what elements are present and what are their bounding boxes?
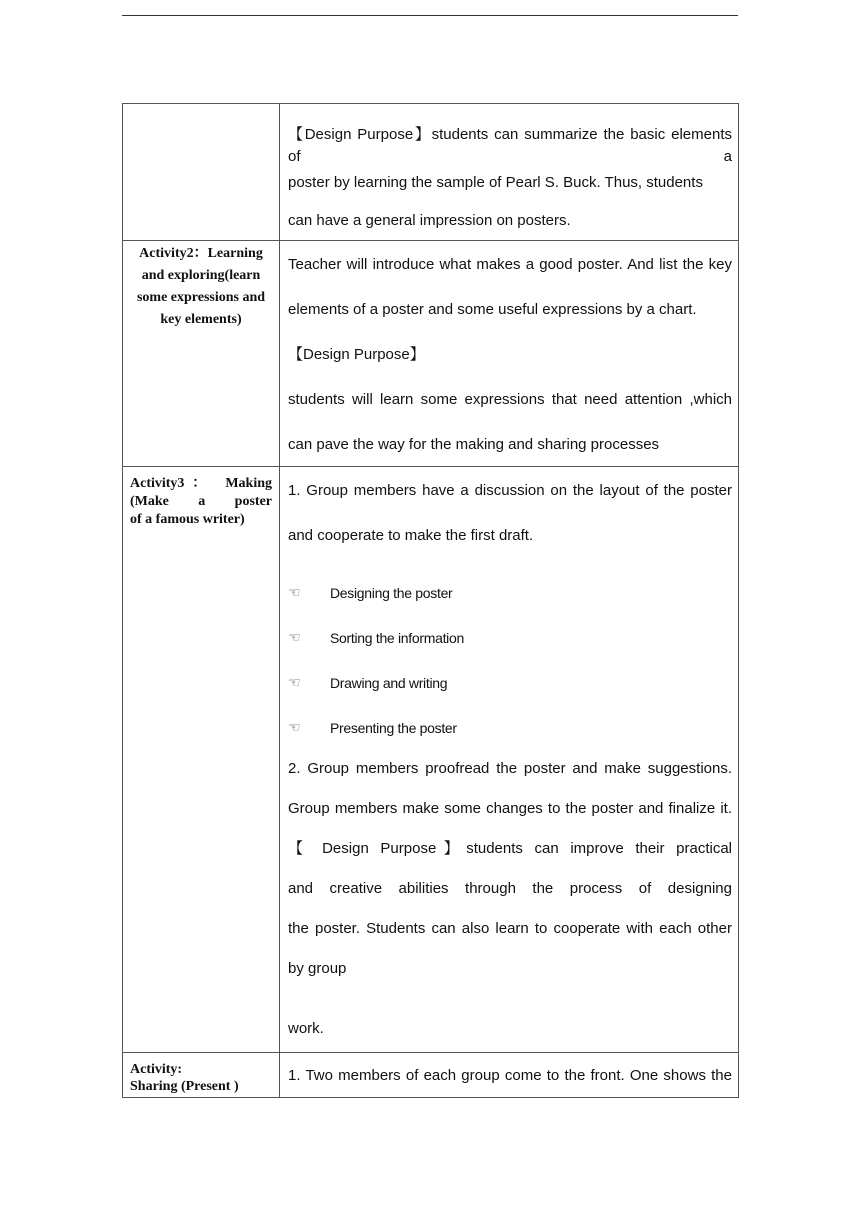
pointing-hand-icon: ☜ (288, 629, 301, 645)
activity-cell (123, 467, 280, 1053)
text-line: Teacher will introduce what makes a good poster. And list the key (288, 256, 732, 273)
design-purpose-label: 【Design Purpose】 (288, 346, 425, 363)
content-cell (280, 1053, 739, 1098)
text-line: students will learn some expressions that need attention ,which (288, 391, 732, 408)
text-line: work. (288, 1020, 324, 1037)
lesson-plan-table (122, 103, 739, 1098)
list-item (280, 615, 738, 660)
pointing-hand-icon: ☜ (288, 674, 301, 690)
design-purpose-text: 【 Design Purpose】students can improve their practical (288, 840, 732, 857)
content-cell (280, 104, 739, 241)
text-line: 1. Two members of each group come to the front. One shows the (288, 1067, 732, 1084)
bullet-text: Designing the poster (330, 584, 453, 601)
list-item (280, 660, 738, 705)
text-line: elements of a poster and some useful expressions by a chart. (288, 301, 697, 318)
pointing-hand-icon: ☜ (288, 719, 301, 735)
activity-title-line: (Make a poster (130, 494, 272, 509)
text-line: can pave the way for the making and sharing processes (288, 436, 660, 453)
activity-title-line: of a famous writer) (130, 512, 245, 527)
text-line: and creative abilities through the process of designing (288, 880, 732, 897)
text-line: the poster. Students can also learn to cooperate with each other (288, 920, 732, 937)
activity-cell (123, 104, 280, 241)
activity-cell (123, 1053, 280, 1098)
text-line: poster by learning the sample of Pearl S. Buck. Thus, students (288, 174, 703, 191)
text-line: and cooperate to make the first draft. (288, 527, 534, 544)
content-cell (280, 241, 739, 467)
table-row (123, 467, 739, 1053)
design-purpose-text: 【Design Purpose】students can summarize the basic elements of a (288, 126, 732, 165)
list-item (280, 570, 738, 615)
activity-title-line: Sharing (Present ) (130, 1079, 239, 1094)
pointing-hand-icon: ☜ (288, 584, 301, 600)
text-line: can have a general impression on posters. (288, 212, 571, 229)
list-item (280, 705, 738, 750)
table-row (123, 241, 739, 467)
bullet-text: Sorting the information (330, 629, 464, 646)
bullet-text: Drawing and writing (330, 674, 448, 691)
table-row (123, 1053, 739, 1098)
text-line: Group members make some changes to the poster and finalize it. (288, 800, 732, 817)
bullet-text: Presenting the poster (330, 719, 457, 736)
activity-title: Activity2：Learning and exploring(learn some expressions and key elements) (136, 246, 266, 327)
table-row (123, 104, 739, 241)
activity-title-line: Activity3： Making (130, 476, 272, 491)
activity-title-line: Activity: (130, 1062, 183, 1077)
header-rule (122, 15, 738, 16)
text-line: 1. Group members have a discussion on the layout of the poster (288, 482, 732, 499)
content-cell (280, 467, 739, 1053)
activity-cell (123, 241, 280, 467)
text-line: 2. Group members proofread the poster and make suggestions. (288, 760, 732, 777)
text-line: by group (288, 960, 347, 977)
